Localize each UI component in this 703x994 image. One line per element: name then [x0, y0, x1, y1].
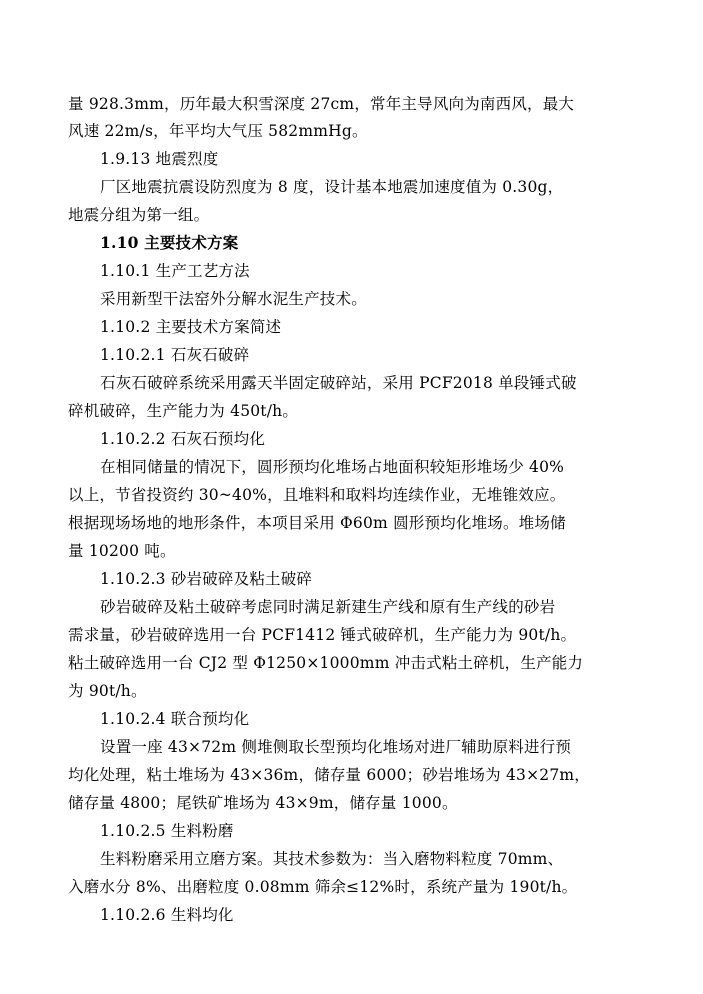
section-heading: 1.10.2.2 石灰石预均化	[100, 430, 266, 448]
paragraph-line: 地震分组为第一组。	[68, 206, 210, 224]
paragraph-line: 石灰石破碎系统采用露天半固定破碎站，采用 PCF2018 单段锤式破	[100, 374, 577, 392]
paragraph-line: 需求量，砂岩破碎选用一台 PCF1412 锤式破碎机，生产能力为 90t/h。	[68, 626, 577, 644]
paragraph-line: 采用新型干法窑外分解水泥生产技术。	[100, 290, 367, 308]
section-heading: 1.10.2 主要技术方案简述	[100, 318, 282, 336]
section-heading: 1.10.2.3 砂岩破碎及粘土破碎	[100, 570, 313, 588]
paragraph-line: 储存量 4800；尾铁矿堆场为 43×9m，储存量 1000。	[68, 794, 458, 812]
paragraph-line: 生料粉磨采用立磨方案。其技术参数为：当入磨物料粒度 70mm、	[100, 850, 564, 868]
paragraph-line: 量 928.3mm，历年最大积雪深度 27cm，常年主导风向为南西风，最大	[68, 95, 575, 113]
section-heading: 1.10.2.1 石灰石破碎	[100, 346, 250, 364]
section-heading: 1.10.2.4 联合预均化	[100, 710, 250, 728]
paragraph-line: 厂区地震抗震设防烈度为 8 度，设计基本地震加速度值为 0.30g，	[100, 178, 564, 196]
paragraph-line: 砂岩破碎及粘土破碎考虑同时满足新建生产线和原有生产线的砂岩	[100, 598, 556, 616]
paragraph-line: 为 90t/h。	[68, 682, 147, 700]
paragraph-line: 入磨水分 8%、出磨粒度 0.08mm 筛余≤12%时，系统产量为 190t/h。	[68, 878, 578, 896]
paragraph-line: 根据现场场地的地形条件，本项目采用 Φ60m 圆形预均化堆场。堆场储	[68, 514, 566, 532]
section-heading: 1.9.13 地震烈度	[100, 150, 219, 168]
section-heading: 1.10.2.6 生料均化	[100, 906, 234, 924]
paragraph-line: 粘土破碎选用一台 CJ2 型 Φ1250×1000mm 冲击式粘土碎机，生产能力	[68, 654, 584, 672]
paragraph-line: 均化处理，粘土堆场为 43×36m，储存量 6000；砂岩堆场为 43×27m，	[68, 766, 590, 784]
chapter-heading: 1.10 主要技术方案	[100, 233, 239, 252]
section-heading: 1.10.2.5 生料粉磨	[100, 822, 234, 840]
paragraph-line: 量 10200 吨。	[68, 542, 176, 560]
paragraph-line: 以上，节省投资约 30~40%，且堆料和取料均连续作业，无堆锥效应。	[68, 486, 566, 504]
section-heading: 1.10.1 生产工艺方法	[100, 262, 250, 280]
paragraph-line: 碎机破碎，生产能力为 450t/h。	[68, 402, 299, 420]
paragraph-line: 在相同储量的情况下，圆形预均化堆场占地面积较矩形堆场少 40%	[100, 458, 565, 476]
paragraph-line: 风速 22m/s，年平均大气压 582mmHg。	[68, 122, 368, 140]
paragraph-line: 设置一座 43×72m 侧堆侧取长型预均化堆场对进厂辅助原料进行预	[100, 738, 572, 756]
